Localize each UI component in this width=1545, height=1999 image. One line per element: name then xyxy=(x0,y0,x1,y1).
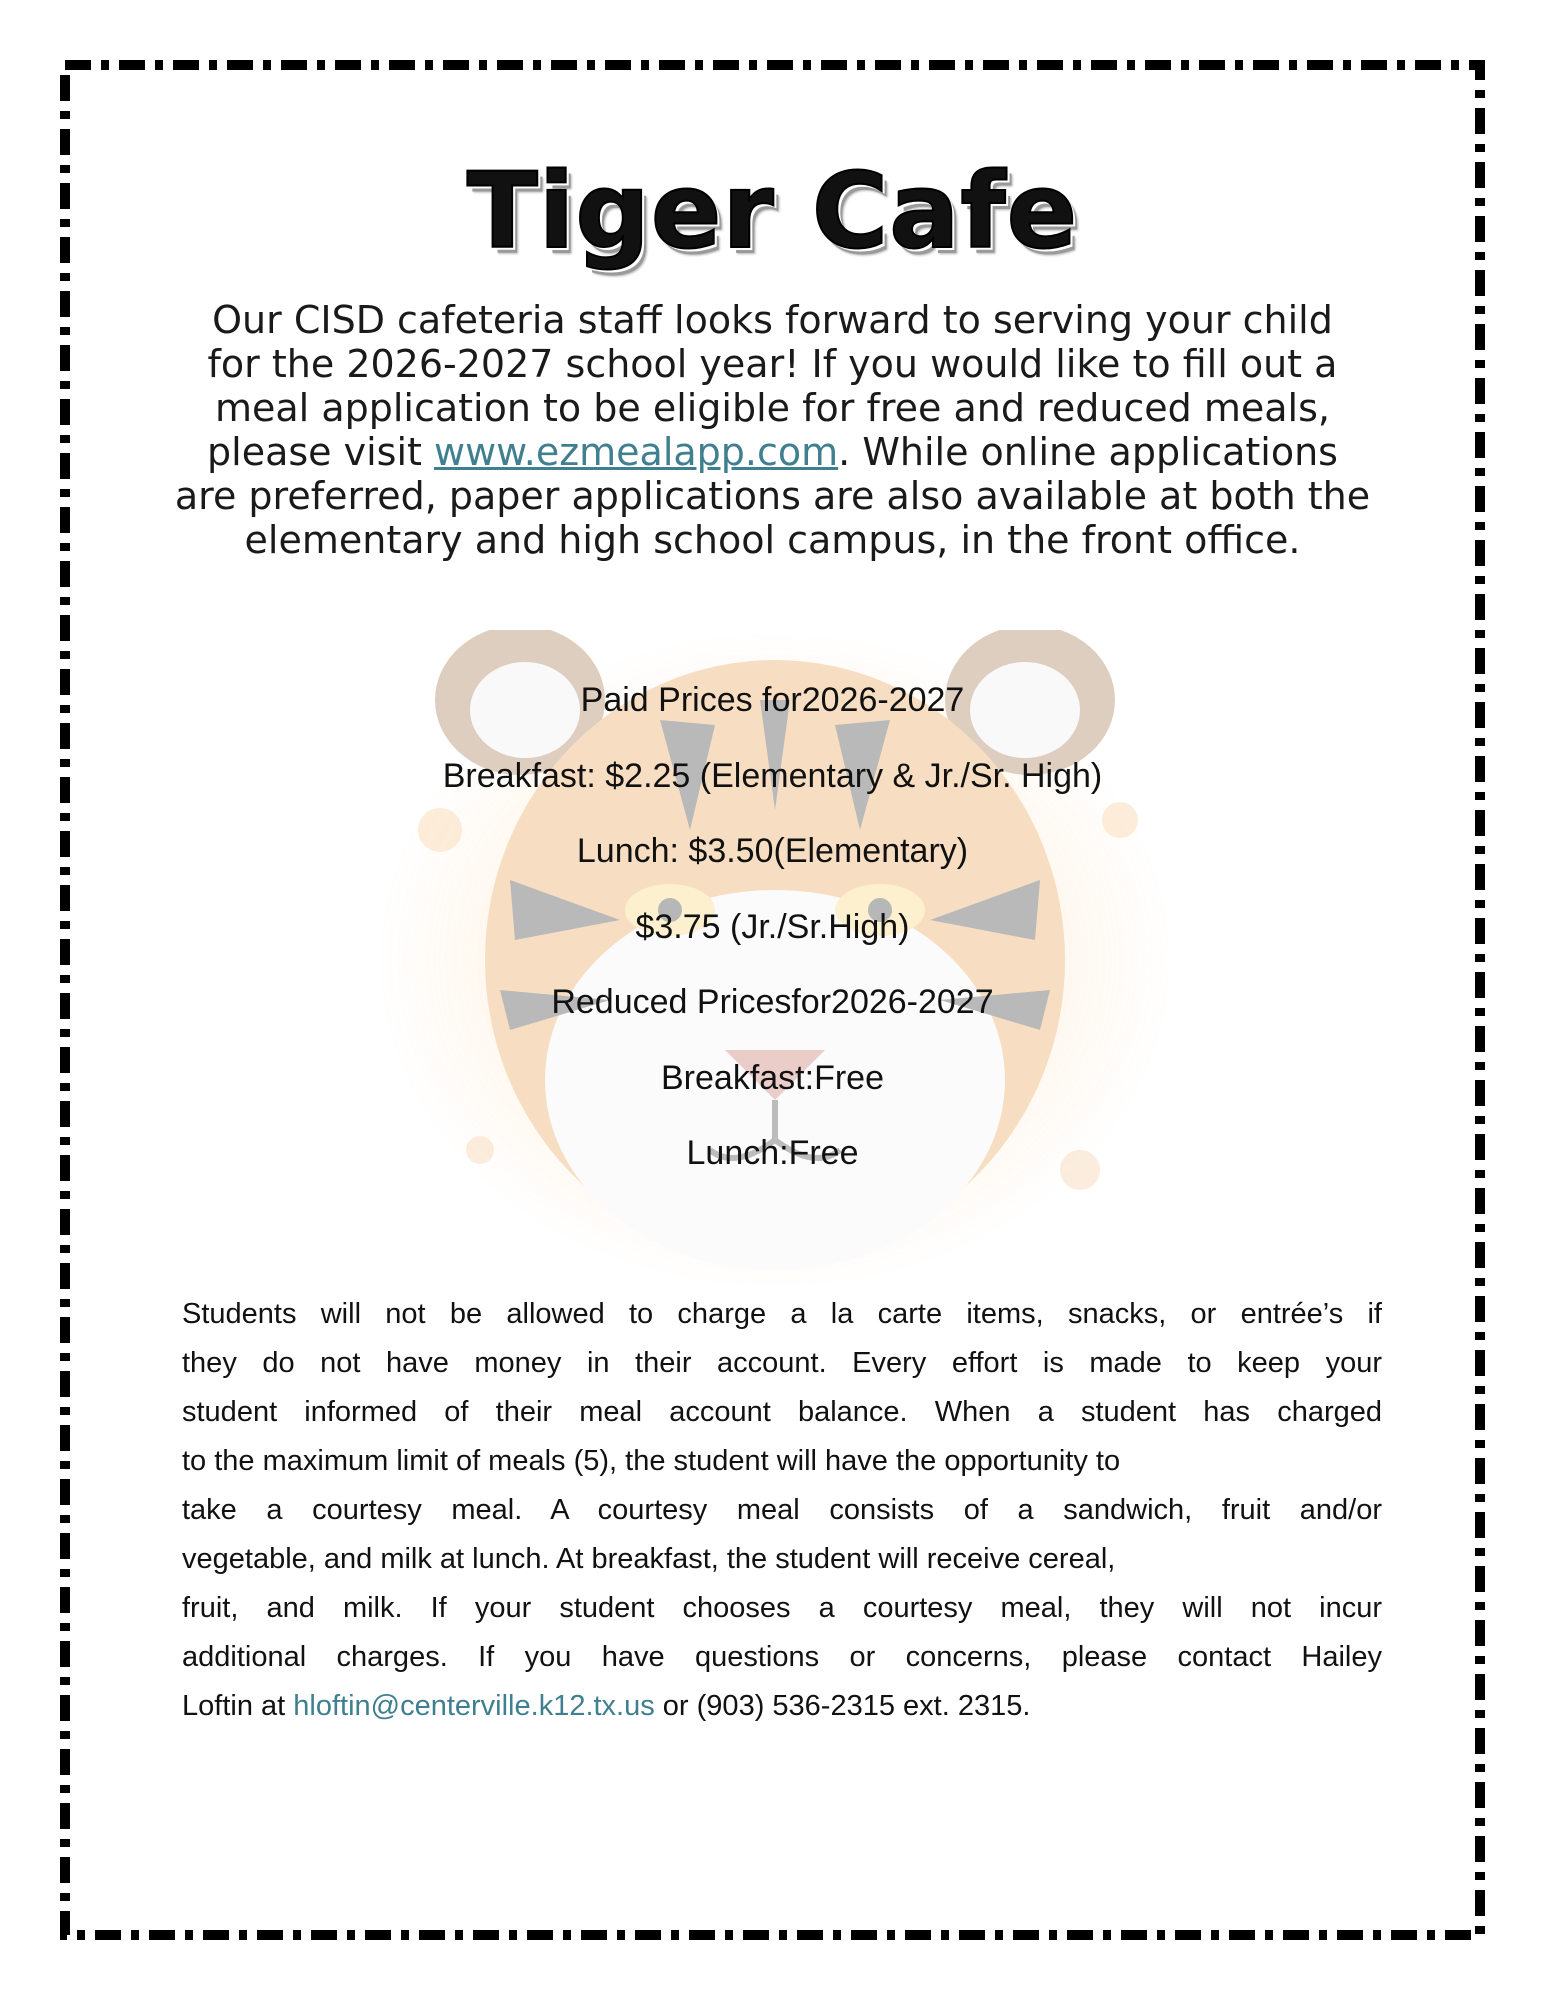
intro-paragraph xyxy=(150,298,1395,562)
policy-text: Loftin at xyxy=(182,1690,294,1722)
intro-line: meal application to be eligible for free and reduced meals, xyxy=(215,386,1330,430)
policy-line: to the maximum limit of meals (5), the student will have the opportunity to xyxy=(182,1445,1121,1477)
intro-text: . While online applications xyxy=(838,430,1338,474)
page-title: Tiger Cafe xyxy=(466,150,1079,272)
policy-text: or (903) 536-2315 ext. 2315. xyxy=(654,1690,1031,1722)
policy-line: take a courtesy meal. A courtesy meal consists of a sandwich, fruit and/or xyxy=(182,1494,1382,1526)
intro-line xyxy=(150,430,1395,474)
intro-line: are preferred, paper applications are also available at both the xyxy=(174,474,1371,518)
policy-paragraph xyxy=(182,1290,1382,1731)
policy-line xyxy=(182,1682,1382,1731)
ezmealapp-link[interactable]: www.ezmealapp.com xyxy=(434,430,839,474)
intro-line: Our CISD cafeteria staff looks forward to serving your child xyxy=(212,298,1333,342)
policy-line: fruit, and milk. If your student chooses a courtesy meal, they will not incur xyxy=(182,1592,1382,1624)
policy-line: student informed of their meal account balance. When a student has charged xyxy=(182,1396,1382,1428)
intro-text: please visit xyxy=(207,430,434,474)
paid-prices-heading: Paid Prices for2026-2027 xyxy=(580,681,965,719)
price-list xyxy=(0,678,1545,1207)
intro-line: elementary and high school campus, in the front office. xyxy=(244,518,1301,562)
intro-line: for the 2026-2027 school year! If you would like to fill out a xyxy=(207,342,1338,386)
lunch-reduced-price: Lunch:Free xyxy=(686,1134,859,1172)
reduced-prices-heading: Reduced Pricesfor2026-2027 xyxy=(551,983,994,1021)
policy-line: additional charges. If you have questions or concerns, please contact Hailey xyxy=(182,1641,1382,1673)
lunch-paid-elementary-price: Lunch: $3.50(Elementary) xyxy=(576,832,969,870)
policy-line: they do not have money in their account. Every effort is made to keep your xyxy=(182,1347,1382,1379)
policy-line: Students will not be allowed to charge a la carte items, snacks, or entrée’s if xyxy=(182,1298,1382,1330)
lunch-paid-high-price: $3.75 (Jr./Sr.High) xyxy=(635,907,910,946)
breakfast-paid-price: Breakfast: $2.25 (Elementary & Jr./Sr. High) xyxy=(442,756,1103,795)
policy-line: vegetable, and milk at lunch. At breakfast, the student will receive cereal, xyxy=(182,1543,1116,1575)
breakfast-reduced-price: Breakfast:Free xyxy=(661,1058,884,1097)
contact-email-link[interactable]: hloftin@centerville.k12.tx.us xyxy=(293,1690,655,1722)
